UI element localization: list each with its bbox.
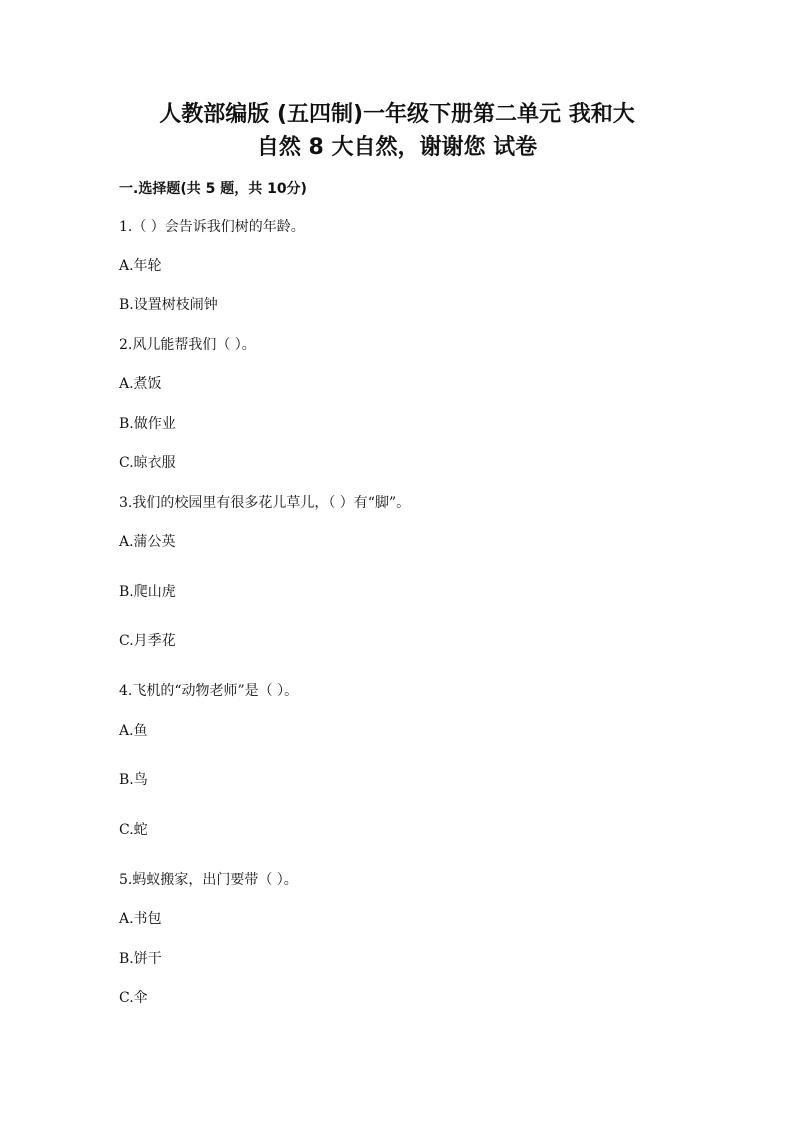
question-2-option-c: C.晾衣服	[119, 455, 176, 471]
question-5-stem: 5.蚂蚁搬家，出门要带（ ）。	[119, 872, 298, 888]
question-3-option-b: B.爬山虎	[119, 584, 176, 600]
question-2-stem: 2.风儿能帮我们（ ）。	[119, 337, 256, 353]
question-3-option-c: C.月季花	[119, 633, 176, 649]
page-title-line-1: 人教部编版 (五四制)一年级下册第二单元 我和大	[159, 102, 635, 127]
page-title-line-2: 自然 8 大自然，谢谢您 试卷	[256, 135, 538, 160]
question-2-option-a: A.煮饭	[119, 376, 162, 392]
question-4-option-a: A.鱼	[119, 723, 148, 739]
question-5-option-c: C.伞	[119, 990, 148, 1006]
question-3-option-a: A.蒲公英	[119, 534, 176, 550]
question-1-stem: 1.（ ）会告诉我们树的年龄。	[119, 219, 305, 235]
question-5-option-b: B.饼干	[119, 951, 162, 967]
question-4-option-c: C.蛇	[119, 822, 148, 838]
section-heading: 一.选择题(共 5 题，共 10分)	[119, 181, 307, 197]
question-2-option-b: B.做作业	[119, 416, 176, 432]
question-4-stem: 4.飞机的“动物老师”是（ ）。	[119, 683, 299, 699]
question-1-option-a: A.年轮	[119, 258, 162, 274]
question-4-option-b: B.鸟	[119, 772, 148, 788]
question-1-option-b: B.设置树枝闹钟	[119, 297, 218, 313]
question-5-option-a: A.书包	[119, 911, 162, 927]
question-3-stem: 3.我们的校园里有很多花儿草儿，（ ）有“脚”。	[119, 495, 411, 511]
